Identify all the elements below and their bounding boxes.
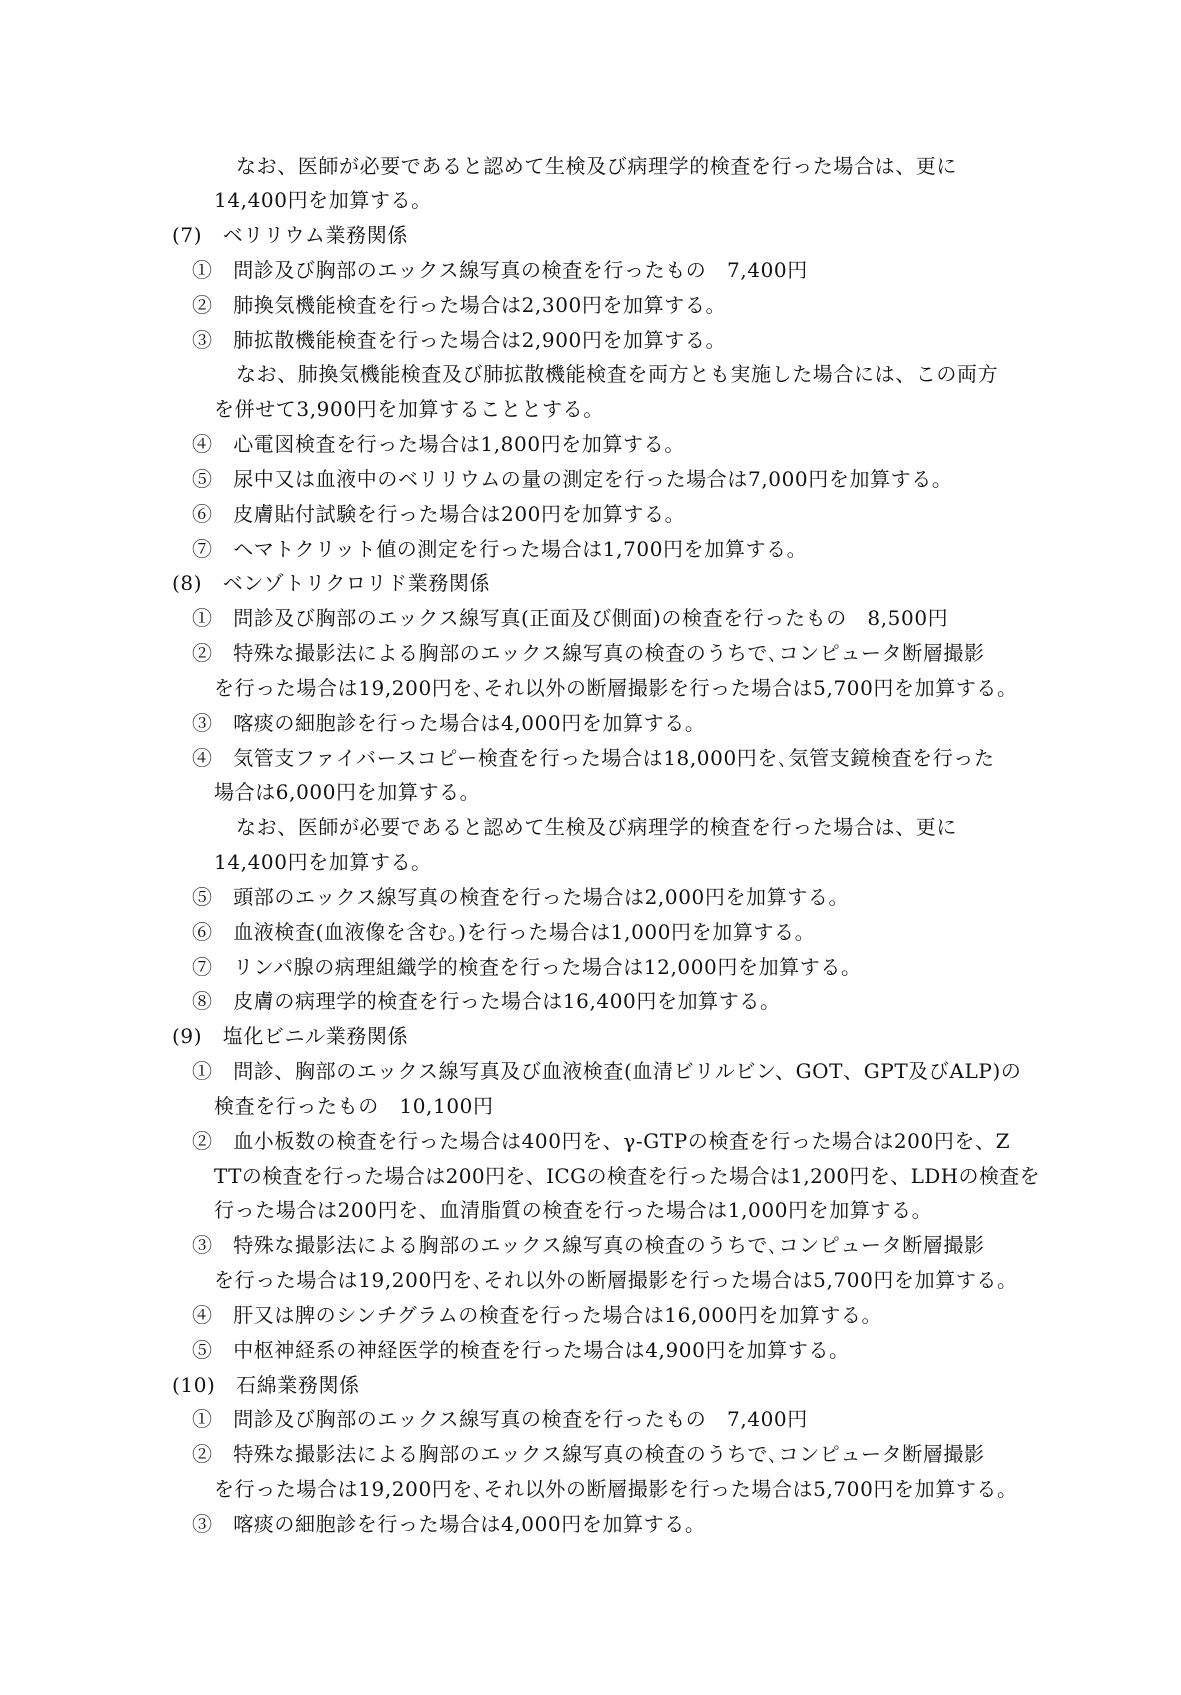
section-heading: (9) 塩化ビニル業務関係: [172, 1024, 409, 1048]
text-line: なお、肺換気機能検査及び肺拡散機能検査を両方とも実施した場合には、この両方: [236, 362, 999, 386]
text-line: 14,400円を加算する。: [214, 188, 432, 212]
list-item: ③ 特殊な撮影法による胸部のエックス線写真の検査のうちで､コンピュータ断層撮影: [192, 1233, 985, 1257]
section-heading: (8) ベンゾトリクロリド業務関係: [172, 571, 491, 595]
text-line: TTの検査を行った場合は200円を、ICGの検査を行った場合は1,200円を、LDHの検査を: [214, 1164, 1041, 1188]
list-item: ⑤ 頭部のエックス線写真の検査を行った場合は2,000円を加算する。: [192, 885, 850, 909]
list-item: ② 血小板数の検査を行った場合は400円を、γ-GTPの検査を行った場合は200円を、Z: [192, 1129, 1011, 1153]
text-line: 14,400円を加算する。: [214, 850, 432, 874]
text-line: を行った場合は19,200円を､それ以外の断層撮影を行った場合は5,700円を加算する。: [214, 1477, 1018, 1501]
text-line: なお、医師が必要であると認めて生検及び病理学的検査を行った場合は、更に: [236, 154, 957, 178]
list-item: ③ 喀痰の細胞診を行った場合は4,000円を加算する。: [192, 711, 706, 735]
list-item: ① 問診及び胸部のエックス線写真(正面及び側面)の検査を行ったもの 8,500円: [192, 606, 949, 630]
list-item: ② 肺換気機能検査を行った場合は2,300円を加算する。: [192, 293, 727, 317]
list-item: ⑥ 皮膚貼付試験を行った場合は200円を加算する。: [192, 502, 686, 526]
text-line: 検査を行ったもの 10,100円: [214, 1094, 494, 1118]
list-item: ⑤ 尿中又は血液中のベリリウムの量の測定を行った場合は7,000円を加算する。: [192, 467, 953, 491]
text-line: を行った場合は19,200円を､それ以外の断層撮影を行った場合は5,700円を加算する。: [214, 676, 1018, 700]
text-line: なお、医師が必要であると認めて生検及び病理学的検査を行った場合は、更に: [236, 815, 957, 839]
list-item: ⑧ 皮膚の病理学的検査を行った場合は16,400円を加算する。: [192, 989, 781, 1013]
list-item: ① 問診、胸部のエックス線写真及び血液検査(血清ビリルビン、GOT、GPT及びALP)の: [192, 1059, 1022, 1083]
text-line: を併せて3,900円を加算することとする。: [214, 397, 604, 421]
text-line: 行った場合は200円を、血清脂質の検査を行った場合は1,000円を加算する。: [214, 1198, 933, 1222]
list-item: ② 特殊な撮影法による胸部のエックス線写真の検査のうちで､コンピュータ断層撮影: [192, 641, 985, 665]
list-item: ⑦ リンパ腺の病理組織学的検査を行った場合は12,000円を加算する。: [192, 955, 862, 979]
list-item: ③ 肺拡散機能検査を行った場合は2,900円を加算する。: [192, 328, 727, 352]
list-item: ② 特殊な撮影法による胸部のエックス線写真の検査のうちで､コンピュータ断層撮影: [192, 1442, 985, 1466]
list-item: ⑥ 血液検査(血液像を含む。)を行った場合は1,000円を加算する。: [192, 920, 816, 944]
list-item: ③ 喀痰の細胞診を行った場合は4,000円を加算する。: [192, 1512, 706, 1536]
section-heading: (10) 石綿業務関係: [172, 1373, 360, 1397]
section-heading: (7) ベリリウム業務関係: [172, 223, 408, 247]
list-item: ④ 心電図検査を行った場合は1,800円を加算する。: [192, 432, 685, 456]
list-item: ④ 気管支ファイバースコピー検査を行った場合は18,000円を､気管支鏡検査を行った: [192, 746, 995, 770]
list-item: ⑦ ヘマトクリット値の測定を行った場合は1,700円を加算する。: [192, 537, 808, 561]
list-item: ⑤ 中枢神経系の神経医学的検査を行った場合は4,900円を加算する。: [192, 1338, 850, 1362]
list-item: ① 問診及び胸部のエックス線写真の検査を行ったもの 7,400円: [192, 258, 808, 282]
text-line: 場合は6,000円を加算する。: [214, 780, 481, 804]
list-item: ④ 肝又は脾のシンチグラムの検査を行った場合は16,000円を加算する。: [192, 1303, 883, 1327]
list-item: ① 問診及び胸部のエックス線写真の検査を行ったもの 7,400円: [192, 1407, 808, 1431]
text-line: を行った場合は19,200円を､それ以外の断層撮影を行った場合は5,700円を加算する。: [214, 1268, 1018, 1292]
